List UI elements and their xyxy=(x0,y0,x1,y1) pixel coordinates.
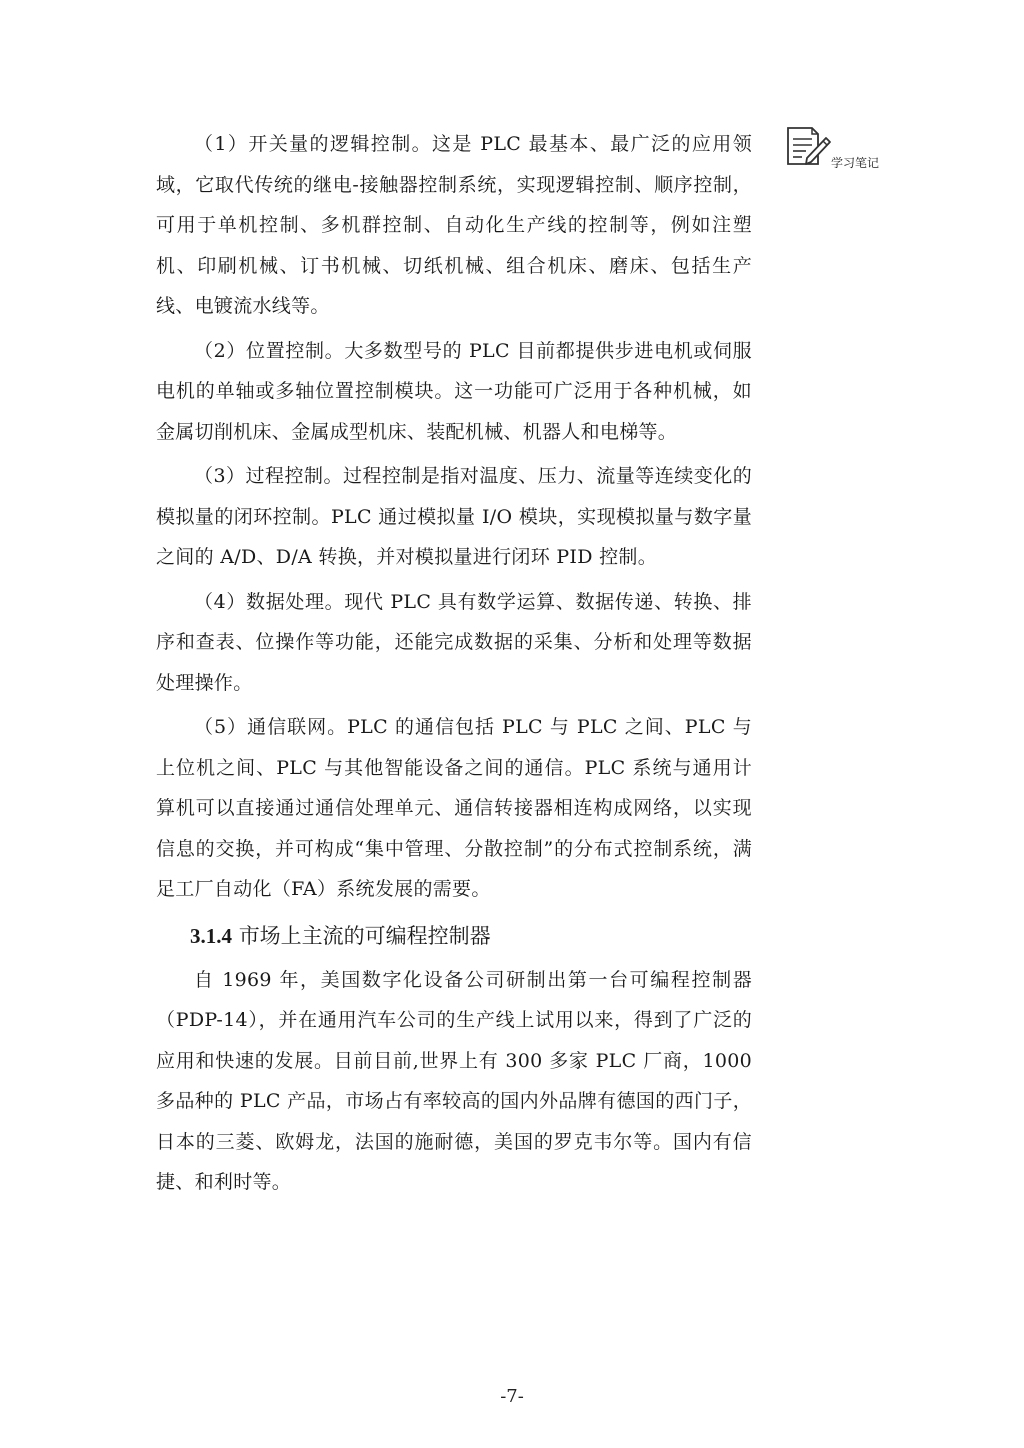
paragraph-market-overview: 自 1969 年，美国数字化设备公司研制出第一台可编程控制器（PDP-14），并在通用汽车公司的生产线上试用以来，得到了广泛的应用和快速的发展。目前目前,世界上有 300 多家 PLC 厂商，1000 多品种的 PLC 产品，市场占有率较高的国内外品牌有德国的西门子，日本的三菱、欧姆龙，法国的施耐德，美国的罗克韦尔等。国内有信捷、和利时等。 xyxy=(156,968,752,1193)
page-content xyxy=(156,124,752,1207)
paragraph-logic-control: （1）开关量的逻辑控制。这是 PLC 最基本、最广泛的应用领域，它取代传统的继电-接触器控制系统，实现逻辑控制、顺序控制，可用于单机控制、多机群控制、自动化生产线的控制等，例如注塑机、印刷机械、订书机械、切纸机械、组合机床、磨床、包括生产线、电镀流水线等。 xyxy=(156,133,752,317)
section-title: 市场上主流的可编程控制器 xyxy=(238,923,491,948)
section-heading xyxy=(190,914,752,958)
page-number: -7- xyxy=(500,1386,524,1407)
paragraph-data-processing: （4）数据处理。现代 PLC 具有数学运算、数据传递、转换、排序和查表、位操作等功能，还能完成数据的采集、分析和处理等数据处理操作。 xyxy=(156,590,752,694)
paragraph-process-control: （3）过程控制。过程控制是指对温度、压力、流量等连续变化的模拟量的闭环控制。PLC 通过模拟量 I/O 模块，实现模拟量与数字量之间的 A/D、D/A 转换，并对模拟量进行闭环 PID 控制。 xyxy=(156,465,752,568)
study-notes-marker xyxy=(784,124,894,184)
study-notes-label: 学习笔记 xyxy=(831,156,880,170)
paragraph-position-control: （2）位置控制。大多数型号的 PLC 目前都提供步进电机或伺服电机的单轴或多轴位置控制模块。这一功能可广泛用于各种机械，如金属切削机床、金属成型机床、装配机械、机器人和电梯等。 xyxy=(156,339,752,443)
section-number: 3.1.4 xyxy=(190,923,232,948)
paragraph-networking: （5）通信联网。PLC 的通信包括 PLC 与 PLC 之间、PLC 与上位机之间、PLC 与其他智能设备之间的通信。PLC 系统与通用计算机可以直接通过通信处理单元、通信转接器相连构成网络，以实现信息的交换，并可构成“集中管理、分散控制”的分布式控制系统，满足工厂自动化（FA）系统发展的需要。 xyxy=(156,716,752,900)
notepad-pencil-icon xyxy=(784,124,832,172)
